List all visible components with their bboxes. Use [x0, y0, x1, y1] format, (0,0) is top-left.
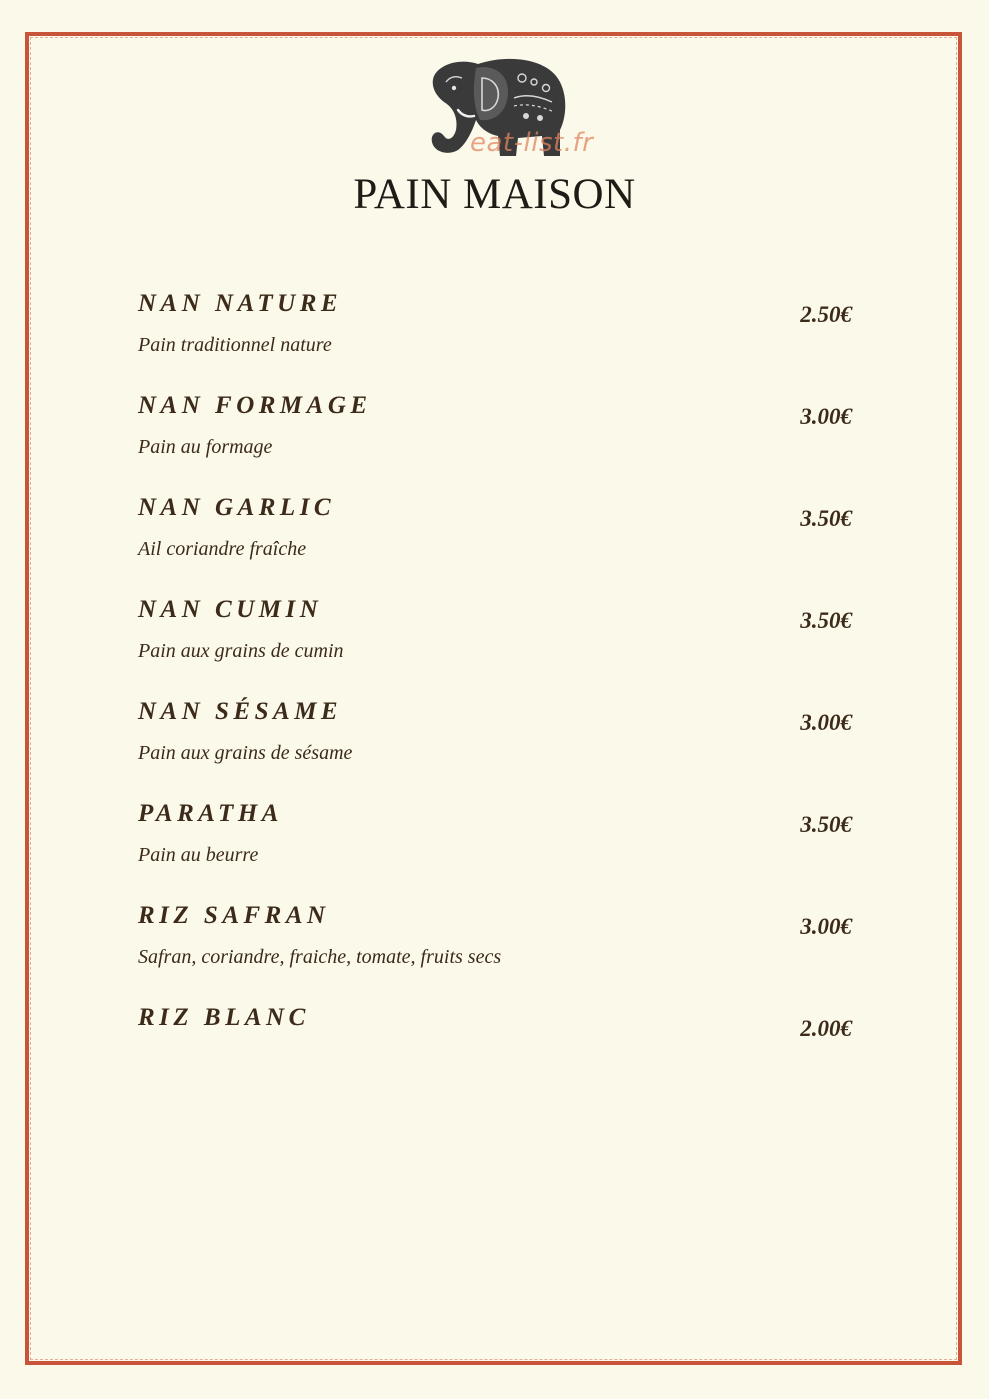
- item-name: RIZ BLANC: [138, 1004, 310, 1031]
- menu-item-nan-nature: [0, 290, 989, 392]
- menu-item-nan-garlic: [0, 494, 989, 596]
- item-price: 3.00€: [800, 710, 852, 735]
- item-price: 3.50€: [800, 608, 852, 633]
- item-description: Pain traditionnel nature: [138, 334, 332, 356]
- item-name: NAN CUMIN: [138, 596, 323, 623]
- item-description: Pain au formage: [138, 436, 273, 458]
- item-price: 3.50€: [800, 812, 852, 837]
- item-price: 3.00€: [800, 404, 852, 429]
- menu-item-riz-safran: [0, 902, 989, 1004]
- item-name: PARATHA: [138, 800, 283, 827]
- item-description: Pain aux grains de sésame: [138, 742, 353, 764]
- menu-list: [0, 290, 989, 1106]
- page-header: [0, 52, 989, 222]
- item-price: 3.00€: [800, 914, 852, 939]
- item-name: NAN NATURE: [138, 290, 343, 317]
- item-name: NAN GARLIC: [138, 494, 336, 521]
- item-description: Safran, coriandre, fraiche, tomate, fruits secs: [138, 946, 502, 968]
- page-title: PAIN MAISON: [353, 171, 636, 218]
- menu-item-nan-formage: [0, 392, 989, 494]
- item-description: Ail coriandre fraîche: [138, 538, 307, 560]
- item-description: Pain aux grains de cumin: [138, 640, 344, 662]
- item-price: 2.00€: [800, 1016, 852, 1041]
- watermark-text: eat-list.fr: [470, 128, 594, 158]
- menu-item-riz-blanc: [0, 1004, 989, 1106]
- item-name: NAN SÉSAME: [138, 698, 343, 725]
- menu-item-nan-cumin: [0, 596, 989, 698]
- menu-item-nan-sesame: [0, 698, 989, 800]
- menu-item-paratha: [0, 800, 989, 902]
- item-description: Pain au beurre: [138, 844, 259, 866]
- item-name: RIZ SAFRAN: [138, 902, 330, 929]
- item-price: 2.50€: [800, 302, 852, 327]
- item-name: NAN FORMAGE: [138, 392, 372, 419]
- item-price: 3.50€: [800, 506, 852, 531]
